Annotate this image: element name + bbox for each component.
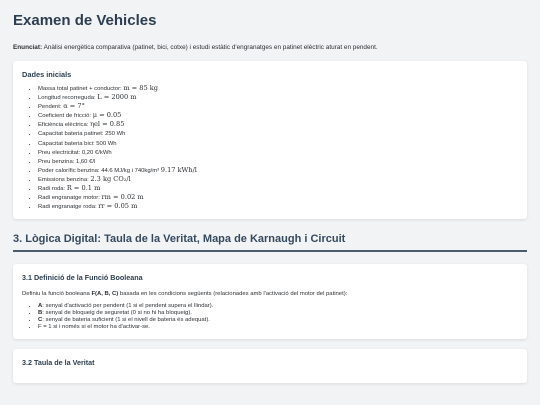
boolean-function-card	[13, 264, 527, 338]
list-item: • C: senyal de bateria suficient (1 si el nivell de bateria és adequat).	[38, 317, 518, 324]
math-expression: R = 0.1 m	[66, 184, 101, 193]
initial-data-list	[22, 84, 518, 211]
math-expression: L = 2000 m	[97, 93, 137, 102]
list-item: • Radi engranatge roda: rr = 0.05 m	[38, 202, 518, 211]
section-title: 3. Lògica Digital: Taula de la Veritat, Mapa de Karnaugh i Circuit	[13, 233, 527, 252]
truth-table-card	[13, 349, 527, 383]
list-item: • Pendent: α = 7°	[38, 102, 518, 111]
list-item: • Capacitat bateria patinet: 250 Wh	[38, 129, 518, 138]
statement-text: Anàlisi energètica comparativa (patinet, bici, cotxe) i estudi estàtic d'engranatges en patinet elèctric aturat en pendent.	[43, 44, 378, 51]
list-item: • Radi roda: R = 0.1 m	[38, 184, 518, 193]
list-item: • Preu electricitat: 0,20 €/kWh	[38, 148, 518, 157]
subsection-title: 3.1 Definició de la Funció Booleana	[22, 273, 143, 283]
initial-data-title: Dades inicials	[22, 70, 72, 79]
math-expression: m = 85 kg	[123, 84, 158, 92]
math-expression: α = 7°	[63, 102, 85, 111]
list-item: • Coeficient de fricció: μ = 0.05	[38, 111, 518, 120]
initial-data-card	[13, 61, 527, 219]
list-item: • A: senyal d'activació per pendent (1 si el pendent supera el llindar).	[38, 303, 518, 310]
math-expression: rr = 0.05 m	[98, 202, 138, 211]
list-item: • Preu benzina: 1,60 €/l	[38, 157, 518, 166]
list-item: • Emissions benzina: 2.3 kg CO₂/l	[38, 175, 518, 184]
list-item: • Radi engranatge motor: rm = 0.02 m	[38, 193, 518, 202]
statement	[13, 44, 527, 52]
list-item: • Poder calorífic benzina: 44.6 MJ/kg i 740kg/m³ 9.17 kWh/l	[38, 166, 518, 175]
subsection-title: 3.2 Taula de la Veritat	[22, 357, 95, 367]
intro-paragraph: Definiu la funció booleana F(A, B, C) basada en les condicions següents (relacionades amb l'activació del motor del patinet):	[22, 291, 348, 298]
math-expression: 2.3 kg CO₂/l	[90, 174, 131, 183]
list-item: • B: senyal de bloqueig de seguretat (0 si no hi ha bloqueig).	[38, 310, 518, 317]
list-item: • Longitud recorreguda: L = 2000 m	[38, 93, 518, 102]
statement-label: Enunciat:	[13, 44, 43, 51]
list-item: • Eficiència elèctrica: ηel = 0.85	[38, 120, 518, 129]
list-item: • Massa total patinet + conductor: m = 85 kg	[38, 84, 518, 93]
page-title: Examen de Vehicles	[13, 12, 157, 29]
math-expression: ηel = 0.85	[90, 120, 125, 129]
math-expression: rm = 0.02 m	[101, 193, 144, 202]
conditions-list	[22, 303, 518, 330]
math-expression: μ = 0.05	[92, 111, 122, 120]
math-expression: 9.17 kWh/l	[160, 165, 197, 174]
list-item: • F = 1 si i només si el motor ha d'activar-se.	[38, 324, 518, 331]
list-item: • Capacitat bateria bici: 500 Wh	[38, 139, 518, 148]
